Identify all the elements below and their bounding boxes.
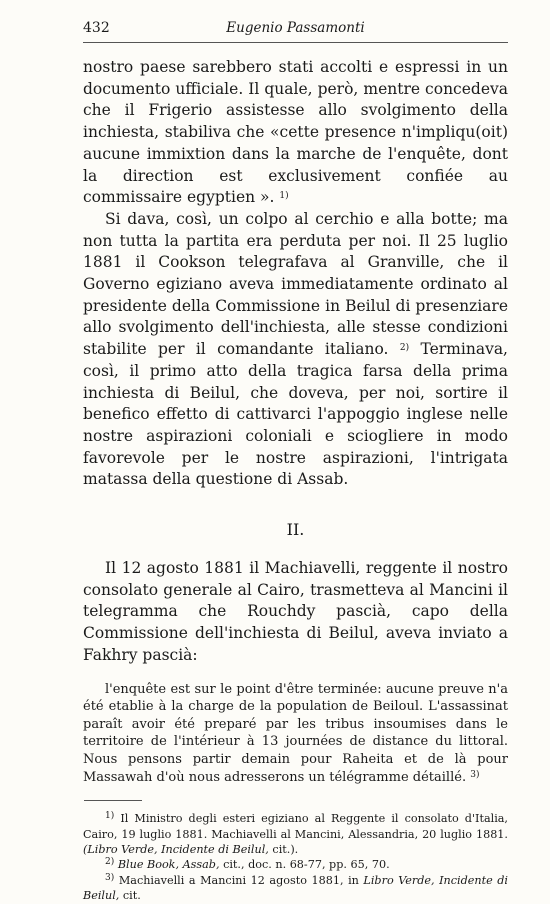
footnote-2-source: Blue Book, Assab,	[117, 858, 220, 872]
paragraph-1-text: nostro paese sarebbero stati accolti e espressi in un documento ufficiale. Il quale, però, mentre concedeva che il Frigerio assistesse allo svolgimento della inchiesta, stabiliva che «cette presence n'impliqu(oit) aucune immixtion dans la marche de l'enquête, dont la direction est exclusivement confiée au commissaire egyptien ».	[83, 58, 508, 207]
footnote-2	[83, 857, 508, 872]
footnote-ref-1: 1)	[279, 191, 289, 202]
footnote-3-marker: 3)	[105, 872, 115, 883]
footnote-3	[83, 873, 508, 904]
paragraph-1	[83, 57, 508, 209]
footnote-3-source: Libro Verde, Incidente di Beilul,	[83, 873, 508, 903]
page-number: 432	[83, 20, 110, 36]
header-rule	[83, 42, 508, 43]
block-quote	[83, 681, 508, 787]
footnote-2-end: cit., doc. n. 68-77, pp. 65, 70.	[223, 858, 390, 872]
body-text	[83, 57, 508, 904]
block-quote-text: l'enquête est sur le point d'être terminée: aucune preuve n'a été etablie à la charge de la population de Beiloul. L'assassinat paraît avoir été preparé par les tribus insoumises dans le territoire de l'intérieur à 13 journées de distance du littoral. Nous pensons partir demain pour Raheita et de là pour Massawah d'où nous adresserons un télégramme détaillé.	[83, 681, 508, 785]
running-head: Eugenio Passamonti	[226, 20, 365, 36]
footnote-ref-3: 3)	[470, 769, 480, 780]
paragraph-2-text: Si dava, così, un colpo al cerchio e alla botte; ma non tutta la partita era perduta per noi. Il 25 luglio 1881 il Cookson telegrafava al Granville, che il Governo egiziano aveva immediatamente ordinato al presidente della Commissione in Beilul di presenziare allo svolgimento dell'inchiesta, alle stesse condizioni stabilite per il comandante italiano.	[83, 209, 508, 359]
paragraph-2-continuation: Terminava, così, il primo atto della tragica farsa della prima inchiesta di Beilul, che doveva, per noi, sortire il benefico effetto di cattivarci l'appoggio inglese nelle nostre aspirazioni coloniali e sciogliere in modo favorevole per le nostre aspirazioni, l'intrigata matassa della questione di Assab.	[83, 340, 508, 489]
footnote-1-end: cit.).	[272, 842, 299, 856]
footnote-1-marker: 1)	[105, 811, 115, 822]
footnote-1-source: (Libro Verde, Incidente di Beilul,	[83, 842, 269, 856]
footnotes	[83, 811, 508, 903]
footnote-1-text: Il Ministro degli esteri egiziano al Reggente il consolato d'Italia, Cairo, 19 luglio 1881. Machiavelli al Mancini, Alessandria, 20 luglio 1881.	[83, 812, 508, 841]
footnote-rule	[84, 800, 142, 801]
footnote-ref-2: 2)	[399, 343, 410, 354]
paragraph-2	[83, 209, 508, 491]
footnote-1	[83, 811, 508, 857]
section-heading: II.	[286, 520, 305, 540]
footnote-2-marker: 2)	[105, 857, 115, 868]
footnote-3-text: Machiavelli a Mancini 12 agosto 1881, in	[118, 873, 359, 887]
footnote-3-end: cit.	[122, 889, 141, 903]
paragraph-3: Il 12 agosto 1881 il Machiavelli, reggente il nostro consolato generale al Cairo, trasmetteva al Mancini il telegramma che Rouchdy pascià, capo della Commissione dell'inchiesta di Beilul, aveva inviato a Fakhry pascià:	[83, 559, 508, 664]
page-header	[83, 20, 508, 42]
